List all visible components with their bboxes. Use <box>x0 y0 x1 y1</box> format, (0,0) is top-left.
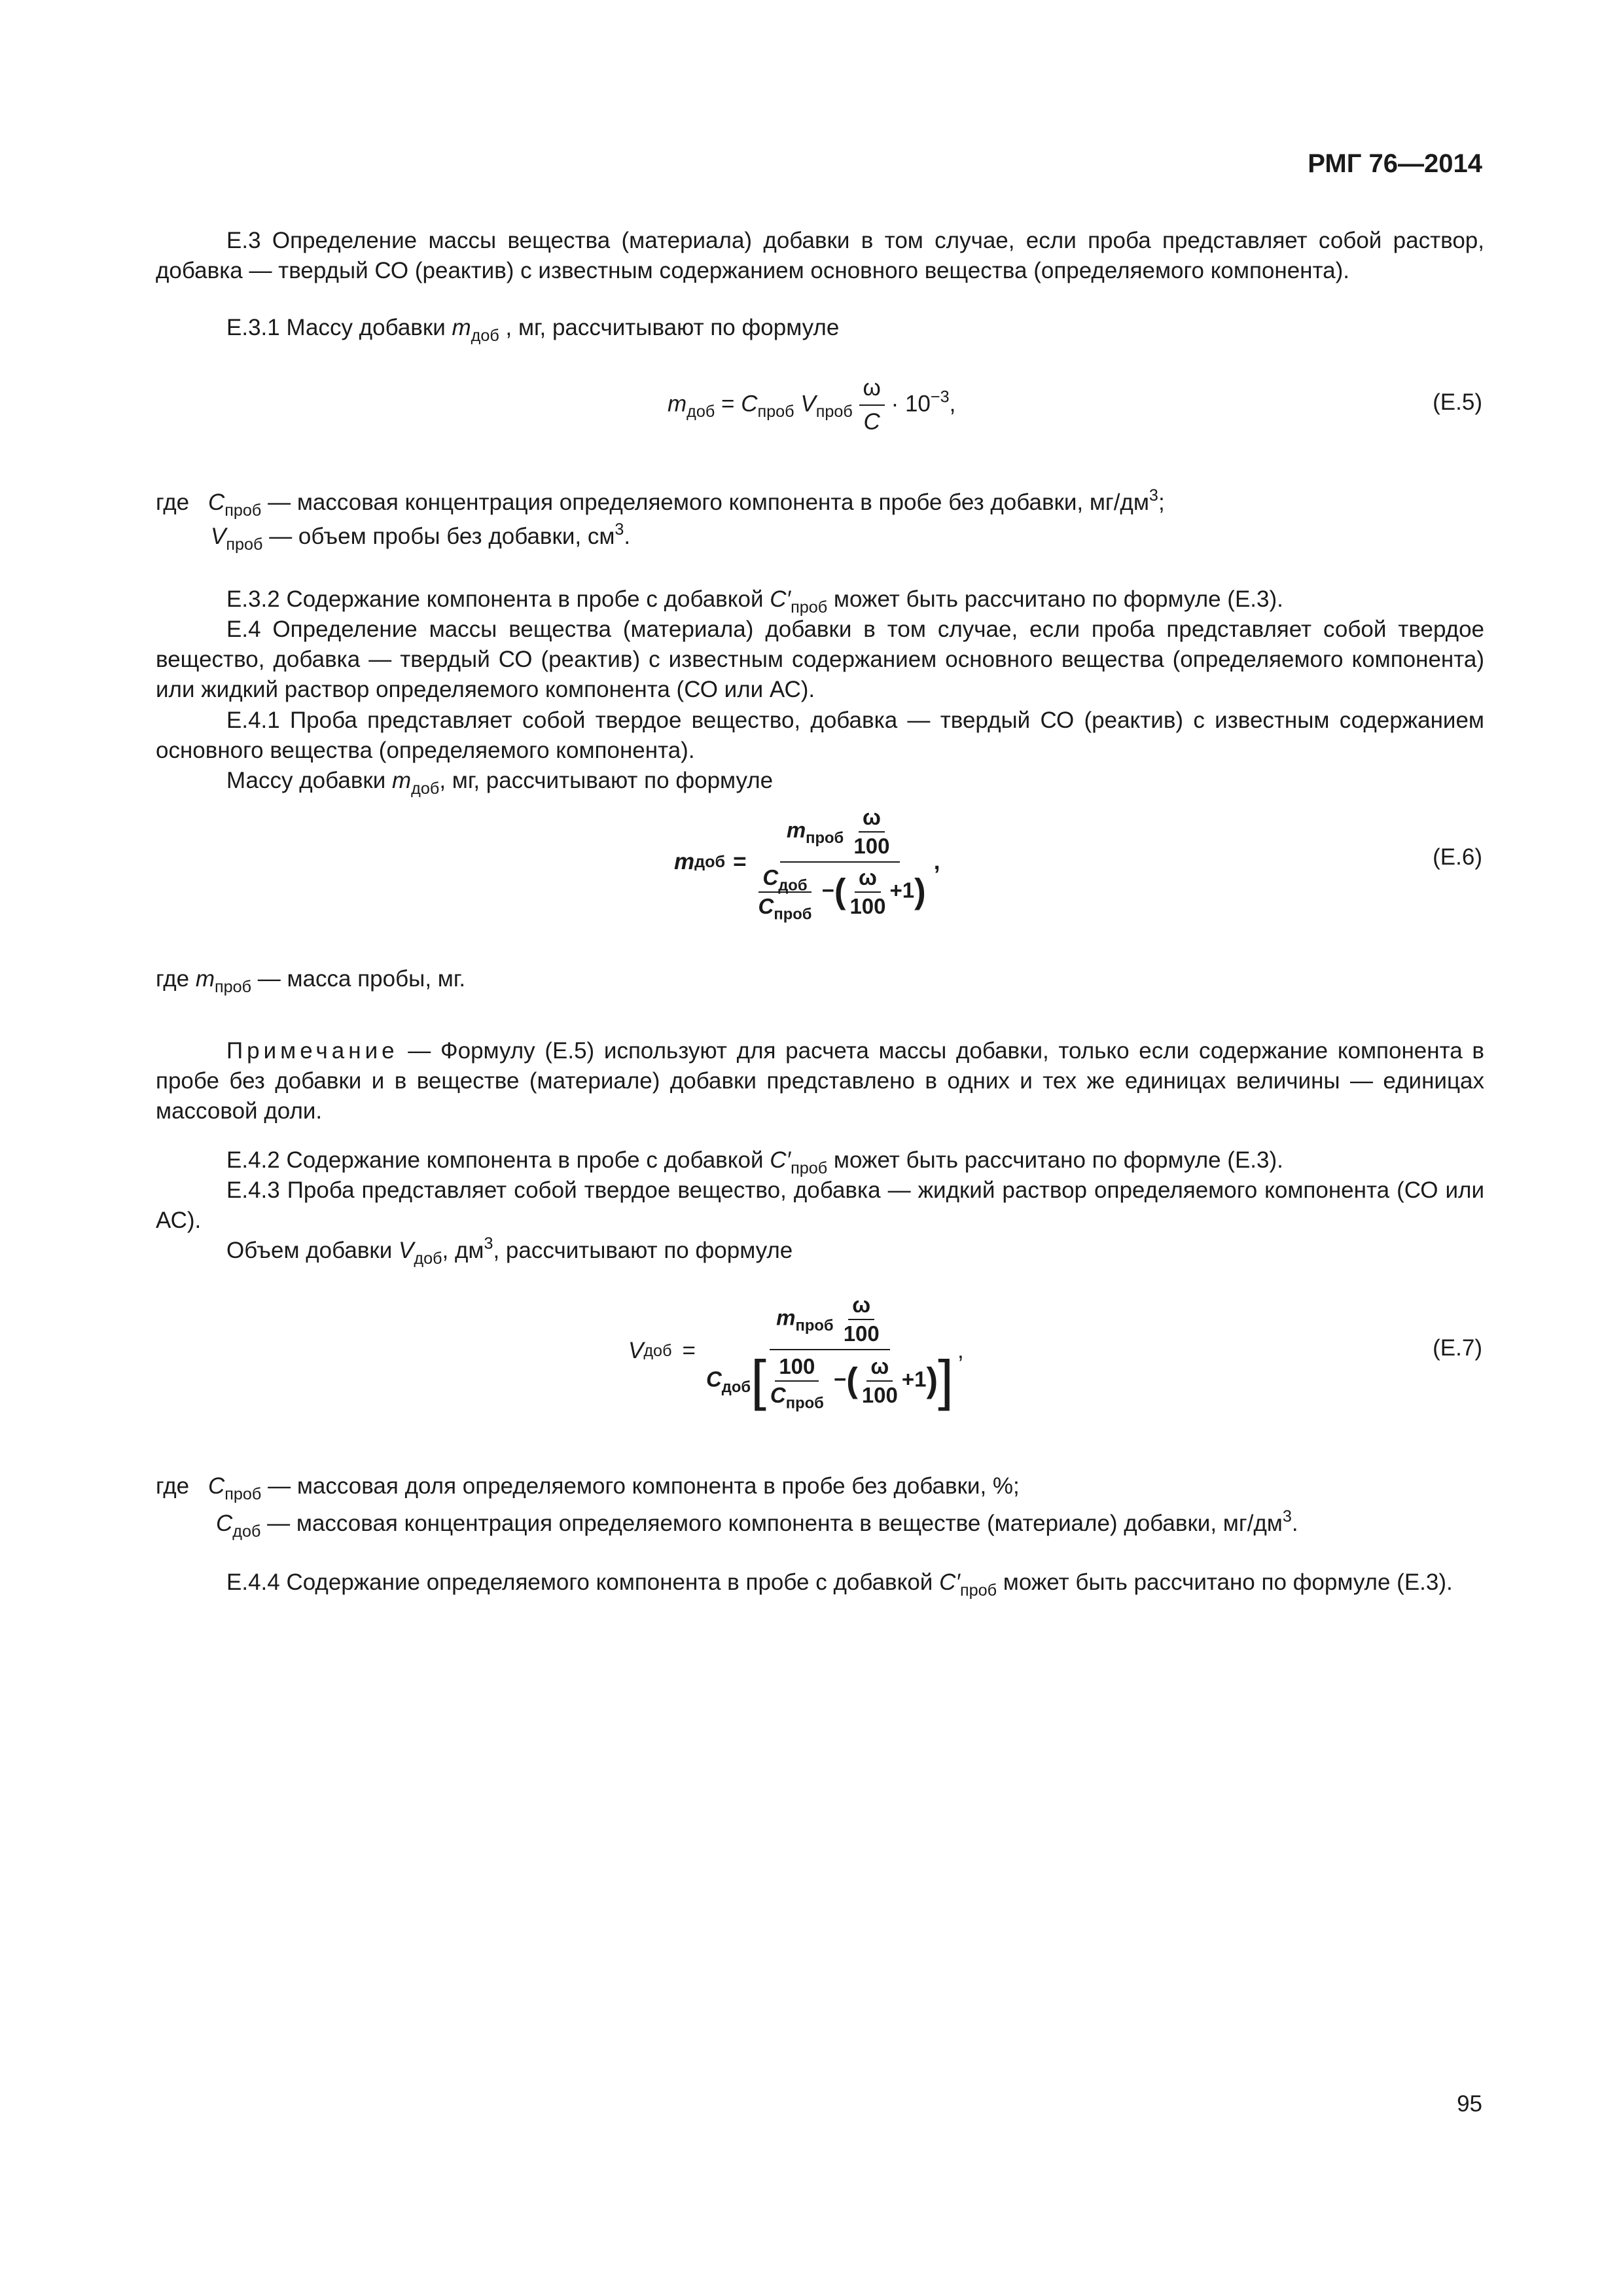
where-c-prob-2: $C_{проб}$ — массовая доля определяемого компонента в пробе без добавки, %; <box>208 1473 1020 1503</box>
paragraph-e4-3: Е.4.3 Проба представляет собой твердое вещество, добавка — жидкий раствор определяемого компонента (СО или АС). <box>156 1177 1484 1233</box>
paragraph-e4: Е.4 Определение массы вещества (материала) добавки в том случае, если проба представляет собой твердое вещество, добавка — твердый СО (реактив) с известным содержанием основного вещества (определяемого компонента) или жидкий раствор определяемого компонента (СО или АС). <box>156 617 1484 702</box>
where-m-prob: где $m_{проб}$ — масса пробы, мг. <box>156 966 466 996</box>
where-v-prob: $V_{проб}$ — объем пробы без добавки, $см^3$. <box>211 520 631 554</box>
note: Примечание — Формулу (Е.5) используют для расчета массы добавки, только если содержание компонента в пробе без добавки и в веществе (материале) добавки представлено в одних и тех же единицах величины — единицах массовой доли. <box>156 1038 1484 1124</box>
paragraph-e3-1: Е.3.1 Массу добавки $m_{доб}$ , мг, рассчитывают по формуле <box>226 315 840 345</box>
formula-e7: V доб = $m_{проб}$ $\frac{\omega}{100}$ $C_{доб}$[ $\frac{100}{C_{проб}}$ −( $\frac{\omega}{100}$ +1)] , <box>628 1293 964 1412</box>
formula-e7-label: (Е.7) <box>1433 1335 1482 1361</box>
paragraph-volume-formula: Объем добавки $V_{доб}$, $дм^3$, рассчитывают по формуле <box>226 1234 793 1268</box>
paragraph-e3: Е.3 Определение массы вещества (материала) добавки в том случае, если проба представляет собой раствор, добавка — твердый СО (реактив) с известным содержанием основного вещества (определяемого компонента). <box>156 228 1484 283</box>
paragraph-e4-1: Е.4.1 Проба представляет собой твердое вещество, добавка — твердый СО (реактив) с известным содержанием основного вещества (определяемого компонента). <box>156 708 1484 763</box>
where-word-2: где <box>156 1473 190 1499</box>
paragraph-e4-4: Е.4.4 Содержание определяемого компонента в пробе с добавкой $C'_{проб}$ может быть рассчитано по формуле (Е.3). <box>226 1570 1453 1600</box>
paragraph-e3-2: Е.3.2 Содержание компонента в пробе с добавкой $C'_{проб}$ может быть рассчитано по формуле (Е.3). <box>226 586 1283 617</box>
paragraph-mass-formula: Массу добавки $m_{доб}$, мг, рассчитывают по формуле <box>226 768 774 798</box>
formula-e6-label: (Е.6) <box>1433 844 1482 870</box>
page-number: 95 <box>1457 2091 1482 2117</box>
formula-e5-label: (Е.5) <box>1433 389 1482 415</box>
formula-e5: $m_{доб} = C_{проб}$ $V_{проб}$ $\frac{\omega}{C}$ · $10^{-3}$, <box>668 373 955 437</box>
where-c-prob: $C_{проб}$ — массовая концентрация определяемого компонента в пробе без добавки, $мг/дм^3$; <box>208 486 1165 520</box>
paragraph-e4-2: Е.4.2 Содержание компонента в пробе с добавкой $C'_{проб}$ может быть рассчитано по формуле (Е.3). <box>226 1147 1283 1177</box>
document-header: РМГ 76—2014 <box>1308 149 1482 178</box>
where-word: где <box>156 490 190 515</box>
where-c-dob: $C_{доб}$ — массовая концентрация определяемого компонента в веществе (материале) добавки, $мг/дм^3$. <box>216 1507 1298 1541</box>
formula-e6: m доб = $m_{проб}$ $\frac{\omega}{100}$ $\frac{C_{доб}}{C_{проб}}$ −( $\frac{\omega}{100}$ +1) , <box>674 805 940 924</box>
